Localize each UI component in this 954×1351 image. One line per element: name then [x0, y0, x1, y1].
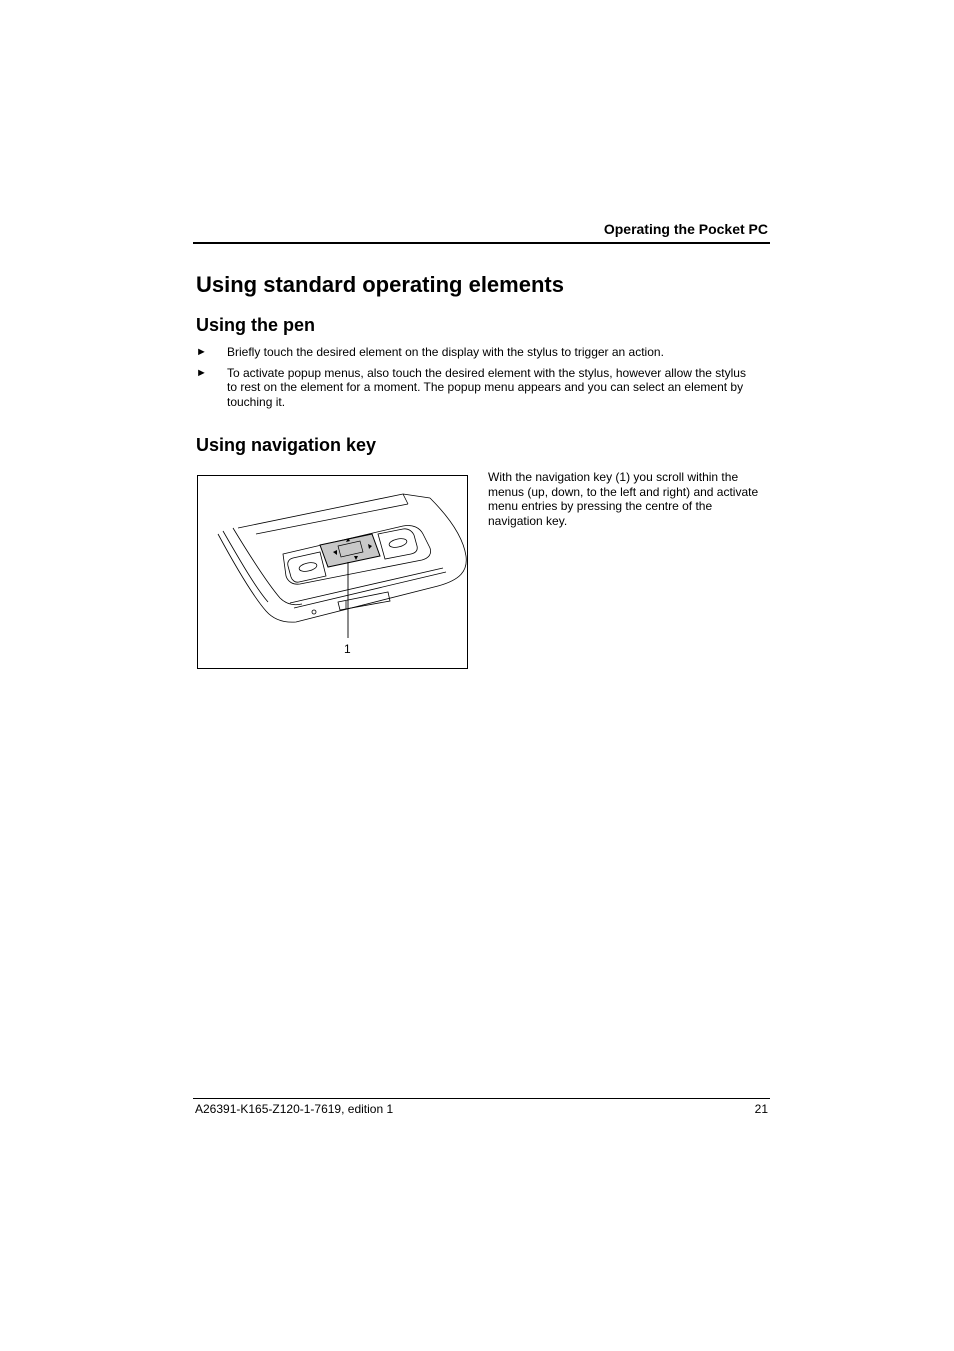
bullet-arrow-icon: ►	[196, 346, 207, 358]
bullet-arrow-icon: ►	[196, 366, 207, 379]
running-header	[193, 218, 770, 244]
bullet-text: To activate popup menus, also touch the desired element with the stylus, however allow the stylus to rest on the element for a moment. The popup menu appears and you can select an element by touching it.	[227, 365, 746, 409]
pen-heading: Using the pen	[196, 315, 316, 335]
footer-doc-id: A26391-K165-Z120-1-7619, edition 1	[195, 1102, 394, 1116]
bullet-text: Briefly touch the desired element on the display with the stylus to trigger an action.	[227, 345, 664, 359]
list-item	[196, 366, 756, 410]
pocket-pc-navigation-key-illustration	[198, 476, 469, 670]
section-title: Using standard operating elements	[196, 272, 564, 297]
navigation-heading: Using navigation key	[196, 435, 377, 455]
navigation-key-figure	[197, 475, 468, 669]
list-item	[196, 345, 756, 360]
running-header-title: Operating the Pocket PC	[603, 221, 768, 237]
footer-page-number: 21	[754, 1102, 768, 1116]
pen-bullet-list	[196, 345, 756, 415]
navigation-description: With the navigation key (1) you scroll within the menus (up, down, to the left and right) and activate menu entries by pressing the centre of the navigation key.	[488, 470, 759, 528]
page-footer	[193, 1098, 770, 1119]
callout-label-1: 1	[344, 642, 351, 656]
